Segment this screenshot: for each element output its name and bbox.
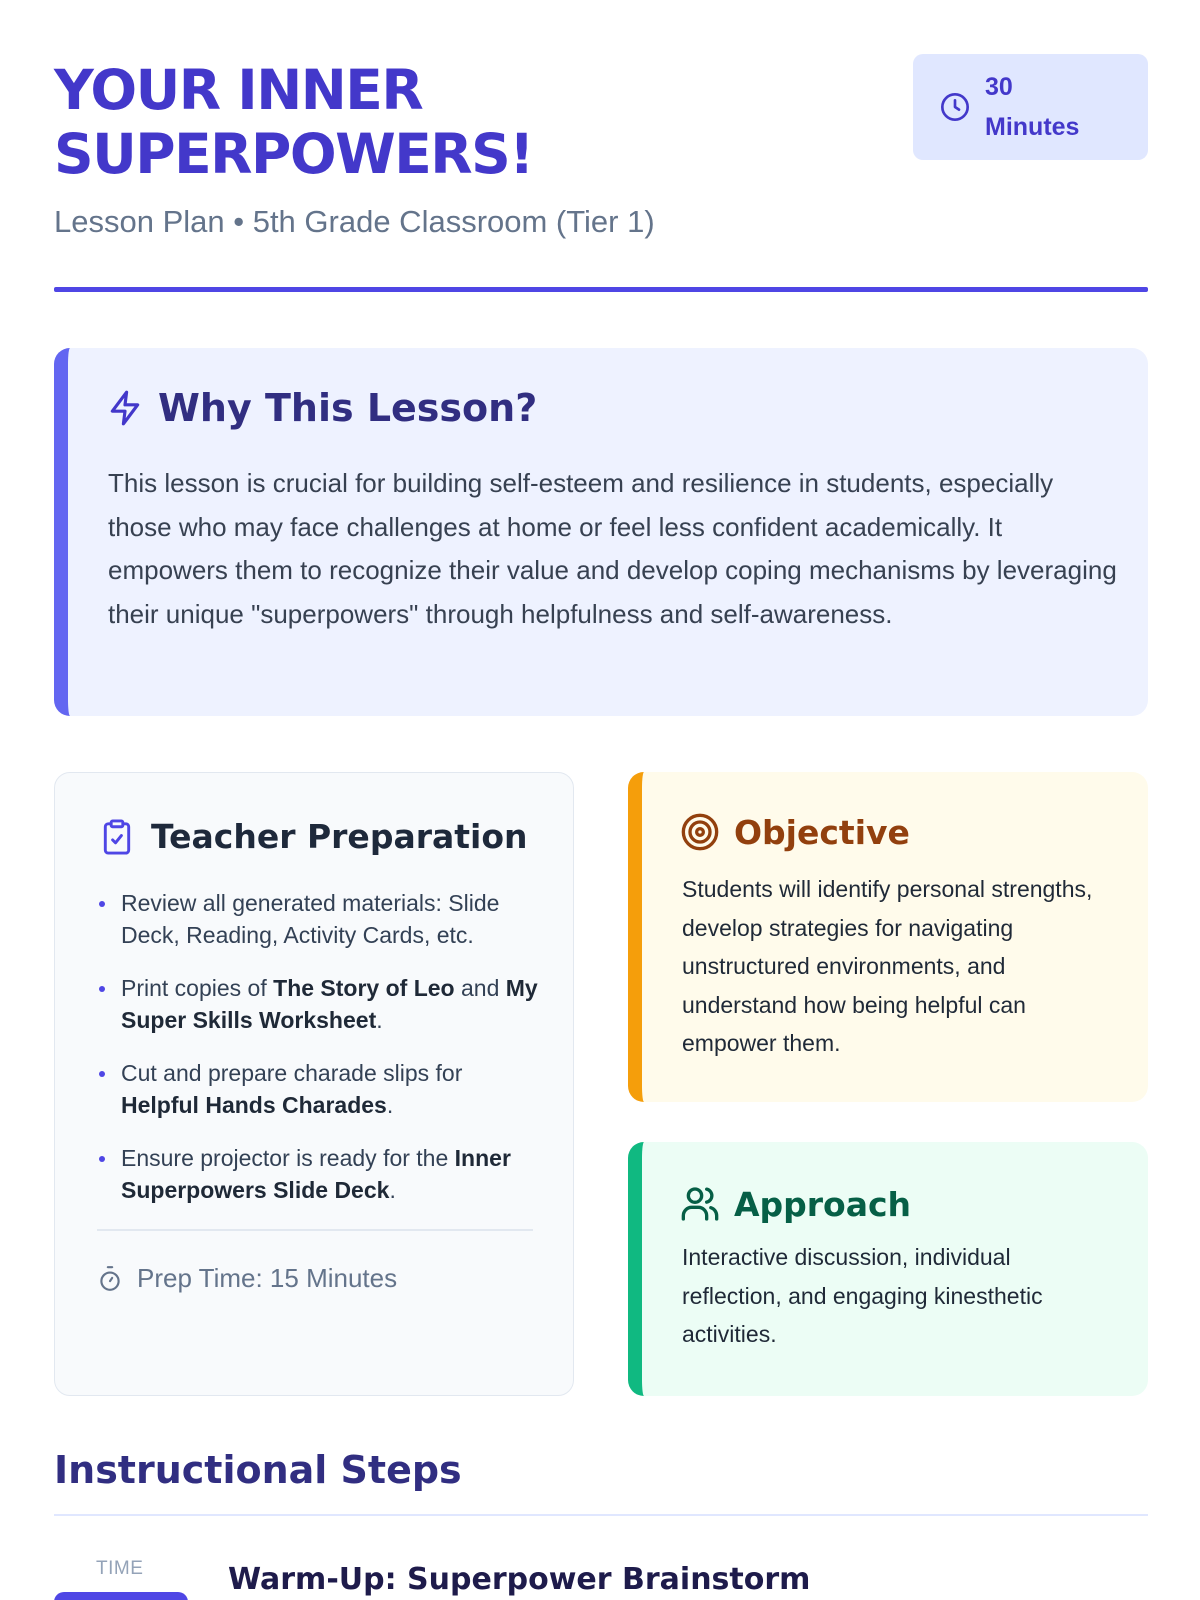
preparation-item-text: Print copies of xyxy=(121,975,274,1001)
preparation-item xyxy=(121,1057,541,1121)
clock-icon xyxy=(939,91,971,123)
teacher-preparation-header xyxy=(99,817,528,856)
step-time-label: TIME xyxy=(96,1558,144,1579)
objective-header xyxy=(680,812,910,852)
preparation-item-text: Review all generated materials: Slide Deck, Reading, Activity Cards, etc. xyxy=(121,890,500,948)
objective-body: Students will identify personal strengths, develop strategies for navigating unstructured environments, and understand how being helpful can empower them. xyxy=(682,876,1093,1056)
duration-text: 30 Minutes xyxy=(985,73,1080,141)
instructional-steps-heading: Instructional Steps xyxy=(54,1448,462,1492)
stopwatch-icon xyxy=(97,1265,123,1293)
preparation-item-highlight: My Super Skills Worksheet xyxy=(121,975,538,1033)
preparation-item-text: . xyxy=(386,1092,394,1118)
why-lesson-card xyxy=(54,348,1148,716)
lightning-icon xyxy=(106,389,144,427)
prep-time-text: Prep Time: 15 Minutes xyxy=(137,1263,398,1293)
preparation-item-highlight: The Story of Leo xyxy=(273,975,455,1001)
preparation-item-highlight: Inner Superpowers Slide Deck xyxy=(121,1145,511,1203)
target-icon xyxy=(680,812,720,852)
approach-body: Interactive discussion, individual reflection, and engaging kinesthetic activities. xyxy=(682,1244,1043,1347)
objective-card xyxy=(628,772,1148,1102)
header-divider xyxy=(54,287,1148,292)
page-title: YOUR INNER SUPERPOWERS! xyxy=(54,58,533,186)
preparation-item-text: . xyxy=(376,1007,383,1033)
why-lesson-body: This lesson is crucial for building self-esteem and resilience in students, especially those who may face challenges at home or feel less confident academically. It empowers them to recognize their value and develop coping mechanisms by leveraging their unique "superpowers" through helpfulness and self-awareness. xyxy=(108,468,1117,629)
approach-header xyxy=(680,1184,911,1224)
approach-card xyxy=(628,1142,1148,1396)
preparation-item-highlight: Helpful Hands Charades xyxy=(121,1092,387,1118)
clipboard-check-icon xyxy=(99,818,135,856)
instructional-steps-divider xyxy=(54,1514,1148,1516)
approach-heading: Approach xyxy=(734,1184,912,1224)
users-icon xyxy=(680,1184,720,1224)
preparation-item-text: and xyxy=(454,975,506,1001)
step-time-pill xyxy=(54,1592,188,1600)
step-title: Warm-Up: Superpower Brainstorm xyxy=(228,1562,811,1597)
preparation-item xyxy=(121,887,541,951)
page-subtitle: Lesson Plan • 5th Grade Classroom (Tier 1) xyxy=(54,204,655,239)
why-lesson-heading: Why This Lesson? xyxy=(158,386,538,430)
why-lesson-header xyxy=(106,386,537,430)
teacher-preparation-card xyxy=(54,772,574,1396)
objective-heading: Objective xyxy=(734,812,910,852)
preparation-divider xyxy=(97,1229,533,1231)
preparation-item xyxy=(121,972,541,1036)
preparation-item-text: Cut and prepare charade slips for xyxy=(121,1060,463,1086)
preparation-item-text: Ensure projector is ready for the xyxy=(121,1145,455,1171)
duration-badge xyxy=(913,54,1148,160)
preparation-list xyxy=(121,887,541,1227)
preparation-item-text: . xyxy=(389,1177,396,1203)
prep-time xyxy=(97,1263,397,1294)
preparation-item xyxy=(121,1142,541,1206)
teacher-preparation-heading: Teacher Preparation xyxy=(151,817,528,856)
